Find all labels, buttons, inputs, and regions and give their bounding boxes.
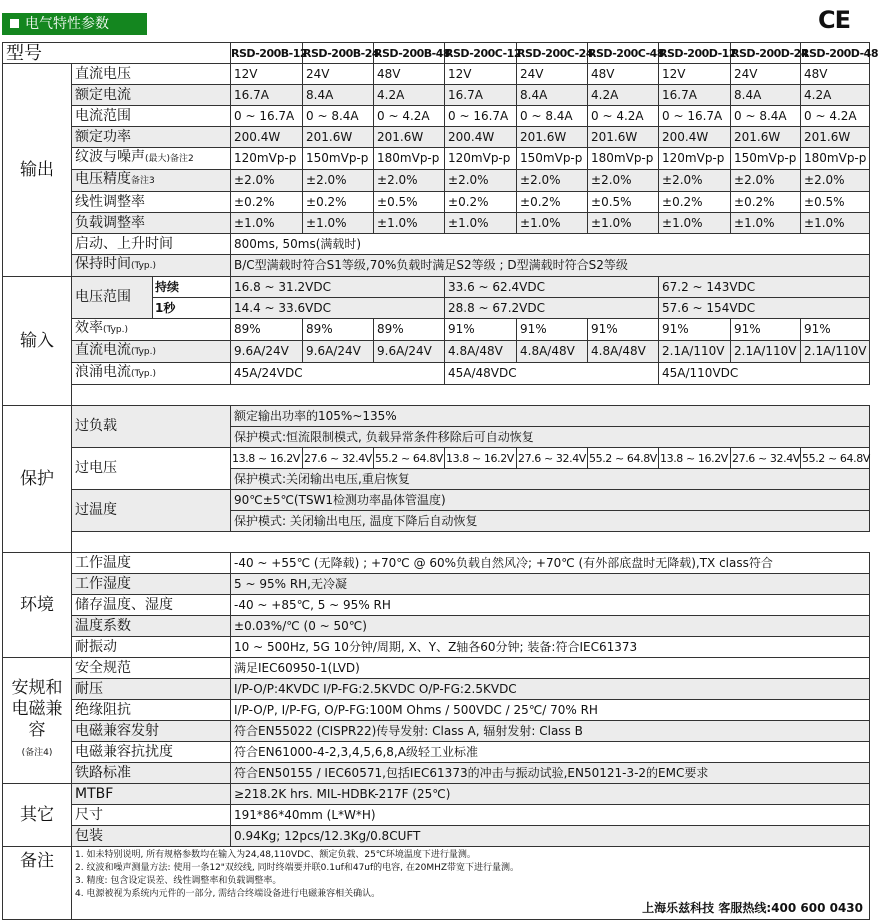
value-cell: 保护模式: 关闭输出电压, 温度下降后自动恢复 xyxy=(231,511,870,532)
value-cell: ±2.0% xyxy=(374,170,445,192)
value-cell: 24V xyxy=(731,64,801,85)
value-cell: 91% xyxy=(659,319,731,341)
value-cell: 89% xyxy=(374,319,445,341)
value-cell: 9.6A/24V xyxy=(231,341,303,363)
row-label: 过电压 xyxy=(72,448,231,490)
value-cell: 91% xyxy=(445,319,517,341)
value-cell: I/P-O/P:4KVDC I/P-FG:2.5KVDC O/P-FG:2.5KVDC xyxy=(231,679,870,700)
value-cell: 57.6 ~ 154VDC xyxy=(659,298,870,319)
row-label xyxy=(72,319,231,341)
value-cell: 200.4W xyxy=(659,127,731,148)
value-cell: 0 ~ 16.7A xyxy=(231,106,303,127)
value-cell: 89% xyxy=(303,319,374,341)
value-cell: 800ms, 50ms(满载时) xyxy=(231,234,870,255)
value-cell: ±1.0% xyxy=(801,213,870,234)
value-cell: 27.6 ~ 32.4V xyxy=(731,448,801,469)
row-label: 启动、上升时间 xyxy=(72,234,231,255)
note-line: 2. 纹波和噪声测量方法: 使用一条12"双绞线, 同时终端要并联0.1uf和47uf的电容, 在20MHZ带宽下进行量测。 xyxy=(75,863,520,873)
sub-label: 1秒 xyxy=(153,298,231,319)
value-cell: ±2.0% xyxy=(588,170,659,192)
row-label-note: (Typ.) xyxy=(103,325,129,335)
value-cell: 201.6W xyxy=(801,127,870,148)
note-line: 3. 精度: 包含设定误差、线性调整率和负载调整率。 xyxy=(75,876,282,886)
row-label: 电磁兼容抗扰度 xyxy=(72,742,231,763)
table-row xyxy=(3,553,870,574)
value-cell: 201.6W xyxy=(303,127,374,148)
row-label-text: 效率 xyxy=(75,320,103,336)
model-header: RSD-200B-12 xyxy=(231,43,303,64)
table-row xyxy=(3,170,870,192)
value-cell: 符合EN61000-4-2,3,4,5,6,8,A级轻工业标准 xyxy=(231,742,870,763)
value-cell: 符合EN50155 / IEC60571,包括IEC61373的冲击与振动试验,EN50121-3-2的EMC要求 xyxy=(231,763,870,784)
row-label-note: (Typ.) xyxy=(131,261,157,271)
table-row xyxy=(3,721,870,742)
value-cell: 0 ~ 8.4A xyxy=(731,106,801,127)
model-header: RSD-200D-12 xyxy=(659,43,731,64)
type-label: 型号 xyxy=(3,43,231,64)
value-cell: 8.4A xyxy=(731,85,801,106)
model-header: RSD-200C-48 xyxy=(588,43,659,64)
table-row xyxy=(3,679,870,700)
value-cell: 12V xyxy=(659,64,731,85)
note-line: 4. 电源被视为系统内元件的一部分, 需结合终端设备进行电磁兼容相关确认。 xyxy=(75,889,381,899)
value-cell: 符合EN55022 (CISPR22)传导发射: Class A, 辐射发射: Class B xyxy=(231,721,870,742)
table-row xyxy=(3,363,870,385)
value-cell: 0 ~ 8.4A xyxy=(517,106,588,127)
table-row xyxy=(3,595,870,616)
table-row xyxy=(3,277,870,298)
value-cell: 2.1A/110V xyxy=(731,341,801,363)
value-cell: 4.2A xyxy=(374,85,445,106)
value-cell: 55.2 ~ 64.8V xyxy=(588,448,659,469)
row-label-text: 浪涌电流 xyxy=(75,364,131,380)
value-cell: 48V xyxy=(374,64,445,85)
table-row xyxy=(3,234,870,255)
value-cell: 13.8 ~ 16.2V xyxy=(231,448,303,469)
value-cell: ±0.2% xyxy=(445,192,517,213)
table-row xyxy=(3,847,870,920)
square-icon xyxy=(10,19,19,28)
table-row xyxy=(3,784,870,805)
value-cell: ≥218.2K hrs. MIL-HDBK-217F (25℃) xyxy=(231,784,870,805)
value-cell: 45A/110VDC xyxy=(659,363,870,385)
row-label: 工作湿度 xyxy=(72,574,231,595)
value-cell: 180mVp-p xyxy=(374,148,445,170)
table-row xyxy=(3,742,870,763)
value-cell: -40 ~ +85℃, 5 ~ 95% RH xyxy=(231,595,870,616)
value-cell: ±0.03%/℃ (0 ~ 50℃) xyxy=(231,616,870,637)
table-row xyxy=(3,805,870,826)
value-cell: ±1.0% xyxy=(231,213,303,234)
value-cell: 28.8 ~ 67.2VDC xyxy=(445,298,659,319)
value-cell: 5 ~ 95% RH,无冷凝 xyxy=(231,574,870,595)
value-cell: ±1.0% xyxy=(303,213,374,234)
table-row xyxy=(3,341,870,363)
value-cell: 16.7A xyxy=(659,85,731,106)
row-label: MTBF xyxy=(72,784,231,805)
value-cell: 33.6 ~ 62.4VDC xyxy=(445,277,659,298)
hotline: 上海乐兹科技 客服热线:400 600 0430 xyxy=(642,901,864,915)
value-cell: 4.2A xyxy=(588,85,659,106)
row-label: 包装 xyxy=(72,826,231,847)
category-others: 其它 xyxy=(3,784,72,847)
value-cell: 27.6 ~ 32.4V xyxy=(517,448,588,469)
value-cell: ±0.2% xyxy=(303,192,374,213)
model-header: RSD-200D-24 xyxy=(731,43,801,64)
value-cell: 16.7A xyxy=(231,85,303,106)
row-label-note: (最大)备注2 xyxy=(145,154,194,164)
table-row xyxy=(3,490,870,511)
row-label-text: 直流电流 xyxy=(75,342,131,358)
model-header: RSD-200C-12 xyxy=(445,43,517,64)
table-row xyxy=(3,448,870,469)
value-cell: 150mVp-p xyxy=(731,148,801,170)
row-label: 储存温度、湿度 xyxy=(72,595,231,616)
table-row xyxy=(3,106,870,127)
table-row xyxy=(3,637,870,658)
value-cell: 91% xyxy=(801,319,870,341)
table-row xyxy=(3,64,870,85)
value-cell: 8.4A xyxy=(303,85,374,106)
value-cell: 保护模式:恒流限制模式, 负载异常条件移除后可自动恢复 xyxy=(231,427,870,448)
value-cell: 200.4W xyxy=(231,127,303,148)
value-cell: ±0.5% xyxy=(588,192,659,213)
table-row xyxy=(3,43,870,64)
value-cell: ±1.0% xyxy=(374,213,445,234)
value-cell: 120mVp-p xyxy=(445,148,517,170)
model-header: RSD-200B-24 xyxy=(303,43,374,64)
value-cell: 4.8A/48V xyxy=(445,341,517,363)
sub-label: 持续 xyxy=(153,277,231,298)
spec-table xyxy=(2,42,878,920)
value-cell: 24V xyxy=(303,64,374,85)
value-cell: I/P-O/P, I/P-FG, O/P-FG:100M Ohms / 500VDC / 25℃/ 70% RH xyxy=(231,700,870,721)
value-cell: 120mVp-p xyxy=(231,148,303,170)
value-cell: B/C型满载时符合S1等级,70%负载时满足S2等级 ; D型满载时符合S2等级 xyxy=(231,255,870,277)
value-cell: 0 ~ 16.7A xyxy=(659,106,731,127)
category-notes: 备注 xyxy=(3,847,72,920)
value-cell: 2.1A/110V xyxy=(659,341,731,363)
table-row xyxy=(3,85,870,106)
value-cell: ±2.0% xyxy=(731,170,801,192)
ce-mark: CE xyxy=(817,6,850,34)
category-input: 输入 xyxy=(3,277,72,406)
value-cell: ±1.0% xyxy=(445,213,517,234)
value-cell: -40 ~ +55℃ (无降载) ; +70℃ @ 60%负载自然风冷; +70℃ (有外部底盘时无降载),TX class符合 xyxy=(231,553,870,574)
row-label: 电流范围 xyxy=(72,106,231,127)
category-environment: 环境 xyxy=(3,553,72,658)
row-label xyxy=(72,341,231,363)
value-cell: 55.2 ~ 64.8V xyxy=(801,448,870,469)
row-label: 铁路标准 xyxy=(72,763,231,784)
value-cell: 48V xyxy=(588,64,659,85)
row-label: 工作温度 xyxy=(72,553,231,574)
value-cell: 91% xyxy=(517,319,588,341)
value-cell: 12V xyxy=(445,64,517,85)
value-cell: 45A/24VDC xyxy=(231,363,445,385)
table-row xyxy=(3,385,870,406)
value-cell: 91% xyxy=(588,319,659,341)
row-label: 直流电压 xyxy=(72,64,231,85)
value-cell: ±1.0% xyxy=(588,213,659,234)
value-cell: 16.8 ~ 31.2VDC xyxy=(231,277,445,298)
value-cell: 4.8A/48V xyxy=(517,341,588,363)
table-row xyxy=(3,826,870,847)
row-label: 温度系数 xyxy=(72,616,231,637)
note-line: 1. 如未特别说明, 所有规格参数均在输入为24,48,110VDC、额定负载、25℃环境温度下进行量测。 xyxy=(75,850,476,860)
value-cell: ±1.0% xyxy=(731,213,801,234)
value-cell: 4.8A/48V xyxy=(588,341,659,363)
value-cell: 120mVp-p xyxy=(659,148,731,170)
value-cell: 91% xyxy=(731,319,801,341)
value-cell: 10 ~ 500Hz, 5G 10分钟/周期, X、Y、Z轴各60分钟; 装备:符合IEC61373 xyxy=(231,637,870,658)
value-cell: 2.1A/110V xyxy=(801,341,870,363)
category-safety xyxy=(3,658,72,784)
value-cell: 55.2 ~ 64.8V xyxy=(374,448,445,469)
model-header: RSD-200B-48 xyxy=(374,43,445,64)
table-row xyxy=(3,127,870,148)
table-row xyxy=(3,255,870,277)
value-cell: 13.8 ~ 16.2V xyxy=(445,448,517,469)
value-cell: 0.94Kg; 12pcs/12.3Kg/0.8CUFT xyxy=(231,826,870,847)
model-header: RSD-200D-48 xyxy=(801,43,870,64)
row-label-note: (Typ.) xyxy=(131,369,157,379)
value-cell: 0 ~ 16.7A xyxy=(445,106,517,127)
value-cell: ±2.0% xyxy=(303,170,374,192)
row-label: 耐振动 xyxy=(72,637,231,658)
row-label xyxy=(72,170,231,192)
row-label: 过负载 xyxy=(72,406,231,448)
row-label: 耐压 xyxy=(72,679,231,700)
value-cell: ±1.0% xyxy=(659,213,731,234)
value-cell: 200.4W xyxy=(445,127,517,148)
row-label xyxy=(72,363,231,385)
table-row xyxy=(3,658,870,679)
row-label: 安全规范 xyxy=(72,658,231,679)
value-cell: 0 ~ 8.4A xyxy=(303,106,374,127)
row-label-note: (Typ.) xyxy=(131,347,157,357)
row-label: 额定电流 xyxy=(72,85,231,106)
value-cell: ±2.0% xyxy=(445,170,517,192)
value-cell: 0 ~ 4.2A xyxy=(374,106,445,127)
value-cell: 191*86*40mm (L*W*H) xyxy=(231,805,870,826)
table-row xyxy=(3,616,870,637)
value-cell: 9.6A/24V xyxy=(303,341,374,363)
row-label: 电压范围 xyxy=(72,277,153,319)
value-cell: 201.6W xyxy=(731,127,801,148)
value-cell: 180mVp-p xyxy=(588,148,659,170)
value-cell: 24V xyxy=(517,64,588,85)
table-row xyxy=(3,406,870,427)
value-cell: 150mVp-p xyxy=(303,148,374,170)
value-cell: 89% xyxy=(231,319,303,341)
value-cell: 201.6W xyxy=(374,127,445,148)
value-cell: ±0.5% xyxy=(801,192,870,213)
value-cell: 14.4 ~ 33.6VDC xyxy=(231,298,445,319)
value-cell: ±0.2% xyxy=(231,192,303,213)
row-label xyxy=(72,255,231,277)
row-label: 尺寸 xyxy=(72,805,231,826)
value-cell: 27.6 ~ 32.4V xyxy=(303,448,374,469)
value-cell: 201.6W xyxy=(588,127,659,148)
spacer-cell xyxy=(72,532,870,553)
row-label-text: 保持时间 xyxy=(75,256,131,272)
value-cell: 48V xyxy=(801,64,870,85)
value-cell: 8.4A xyxy=(517,85,588,106)
value-cell: ±1.0% xyxy=(517,213,588,234)
section-title: 电气特性参数 xyxy=(25,16,109,32)
value-cell: ±0.2% xyxy=(517,192,588,213)
value-cell: 201.6W xyxy=(517,127,588,148)
category-protection: 保护 xyxy=(3,406,72,553)
row-label: 负载调整率 xyxy=(72,213,231,234)
value-cell: 90℃±5℃(TSW1检测功率晶体管温度) xyxy=(231,490,870,511)
row-label-text: 电压精度 xyxy=(75,171,131,187)
row-label: 绝缘阻抗 xyxy=(72,700,231,721)
value-cell: 12V xyxy=(231,64,303,85)
value-cell: 满足IEC60950-1(LVD) xyxy=(231,658,870,679)
value-cell: 保护模式:关闭输出电压,重启恢复 xyxy=(231,469,870,490)
value-cell: 180mVp-p xyxy=(801,148,870,170)
value-cell: 13.8 ~ 16.2V xyxy=(659,448,731,469)
value-cell: ±0.5% xyxy=(374,192,445,213)
value-cell: 67.2 ~ 143VDC xyxy=(659,277,870,298)
value-cell: 150mVp-p xyxy=(517,148,588,170)
spacer-cell xyxy=(72,385,870,406)
category-output: 输出 xyxy=(3,64,72,277)
table-row xyxy=(3,148,870,170)
value-cell: ±0.2% xyxy=(659,192,731,213)
value-cell: 0 ~ 4.2A xyxy=(588,106,659,127)
row-label: 额定功率 xyxy=(72,127,231,148)
section-banner xyxy=(2,13,147,35)
value-cell: 0 ~ 4.2A xyxy=(801,106,870,127)
table-row xyxy=(3,574,870,595)
notes-cell xyxy=(72,847,870,920)
value-cell: 45A/48VDC xyxy=(445,363,659,385)
value-cell: 额定输出功率的105%~135% xyxy=(231,406,870,427)
value-cell: ±2.0% xyxy=(231,170,303,192)
row-label-note: 备注3 xyxy=(131,176,155,186)
value-cell: ±2.0% xyxy=(517,170,588,192)
category-safety-note: (备注4) xyxy=(21,748,53,758)
table-row xyxy=(3,700,870,721)
table-row xyxy=(3,532,870,553)
value-cell: 9.6A/24V xyxy=(374,341,445,363)
table-row xyxy=(3,192,870,213)
value-cell: 4.2A xyxy=(801,85,870,106)
value-cell: 16.7A xyxy=(445,85,517,106)
value-cell: ±0.2% xyxy=(731,192,801,213)
category-safety-text: 安规和电磁兼容 xyxy=(11,678,63,740)
row-label xyxy=(72,148,231,170)
table-row xyxy=(3,319,870,341)
row-label-text: 纹波与噪声 xyxy=(75,149,145,165)
row-label: 过温度 xyxy=(72,490,231,532)
table-row xyxy=(3,213,870,234)
model-header: RSD-200C-24 xyxy=(517,43,588,64)
table-row xyxy=(3,763,870,784)
row-label: 电磁兼容发射 xyxy=(72,721,231,742)
row-label: 线性调整率 xyxy=(72,192,231,213)
value-cell: ±2.0% xyxy=(801,170,870,192)
value-cell: ±2.0% xyxy=(659,170,731,192)
